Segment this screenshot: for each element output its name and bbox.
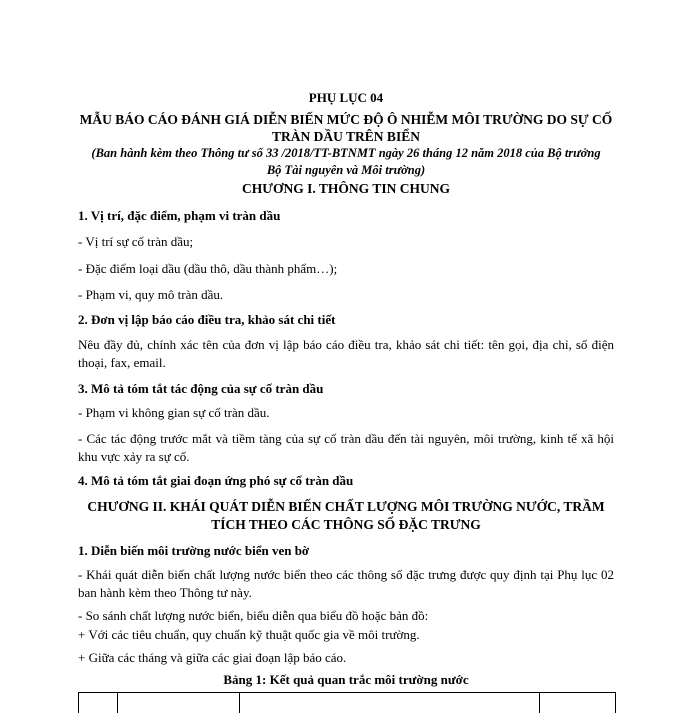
list-item: - Phạm vi, quy mô tràn dầu.	[78, 287, 224, 302]
chapter2-section-1-heading: 1. Diễn biến môi trường nước biển ven bờ	[78, 543, 310, 558]
chapter2-title: CHƯƠNG II. KHÁI QUÁT DIỄN BIẾN CHẤT LƯỢNG MÔI TRƯỜNG NƯỚC, TRẦM TÍCH THEO CÁC THÔNG SỐ ĐẶC TRƯNG	[87, 499, 605, 532]
section-1-heading: 1. Vị trí, đặc điểm, phạm vi tràn dầu	[78, 208, 281, 223]
list-item: - Đặc điểm loại dầu (dầu thô, dầu thành phẩm…);	[78, 261, 338, 276]
chapter1-title: CHƯƠNG I. THÔNG TIN CHUNG	[242, 181, 450, 196]
table-column-divider	[117, 693, 118, 713]
table-caption: Bảng 1: Kết quả quan trắc môi trường nước	[223, 672, 469, 687]
section-3-heading: 3. Mô tả tóm tắt tác động của sự cố tràn dầu	[78, 381, 324, 396]
section-2-heading: 2. Đơn vị lập báo cáo điều tra, khảo sát chi tiết	[78, 312, 336, 327]
list-item: + Với các tiêu chuẩn, quy chuẩn kỹ thuật quốc gia về môi trường.	[78, 627, 420, 642]
appendix-title: PHỤ LỤC 04	[308, 90, 384, 105]
table-column-divider	[239, 693, 240, 713]
list-item: - Các tác động trước mắt và tiềm tàng của sự cố tràn dầu đến tài nguyên, môi trường, kinh tế xã hội khu vực xảy ra sự cố.	[78, 431, 614, 464]
list-item: + Giữa các tháng và giữa các giai đoạn lập báo cáo.	[78, 650, 347, 665]
list-item: - Vị trí sự cố tràn dầu;	[78, 234, 194, 249]
table-column-divider	[539, 693, 540, 713]
list-item: - Phạm vi không gian sự cố tràn dầu.	[78, 405, 270, 420]
section-4-heading: 4. Mô tả tóm tắt giai đoạn ứng phó sự cố tràn dầu	[78, 473, 354, 488]
document-page	[78, 0, 614, 700]
list-item: - Khái quát diễn biến chất lượng nước biển theo các thông số đặc trưng được quy định tại Phụ lục 02 ban hành kèm theo Thông tư này.	[78, 567, 614, 600]
results-table	[78, 692, 616, 713]
issued-note: (Ban hành kèm theo Thông tư số 33 /2018/TT-BTNMT ngày 26 tháng 12 năm 2018 của Bộ trưởng Bộ Tài nguyên và Môi trường)	[91, 146, 601, 177]
list-item: - So sánh chất lượng nước biển, biểu diễn qua biểu đồ hoặc bản đồ:	[78, 608, 429, 623]
section-2-text: Nêu đầy đủ, chính xác tên của đơn vị lập báo cáo điều tra, khảo sát chi tiết: tên gọi, địa chỉ, số điện thoại, fax, email.	[78, 337, 614, 370]
form-title: MẪU BÁO CÁO ĐÁNH GIÁ DIỄN BIẾN MỨC ĐỘ Ô NHIỄM MÔI TRƯỜNG DO SỰ CỐ TRÀN DẦU TRÊN BIỂN	[79, 112, 613, 144]
